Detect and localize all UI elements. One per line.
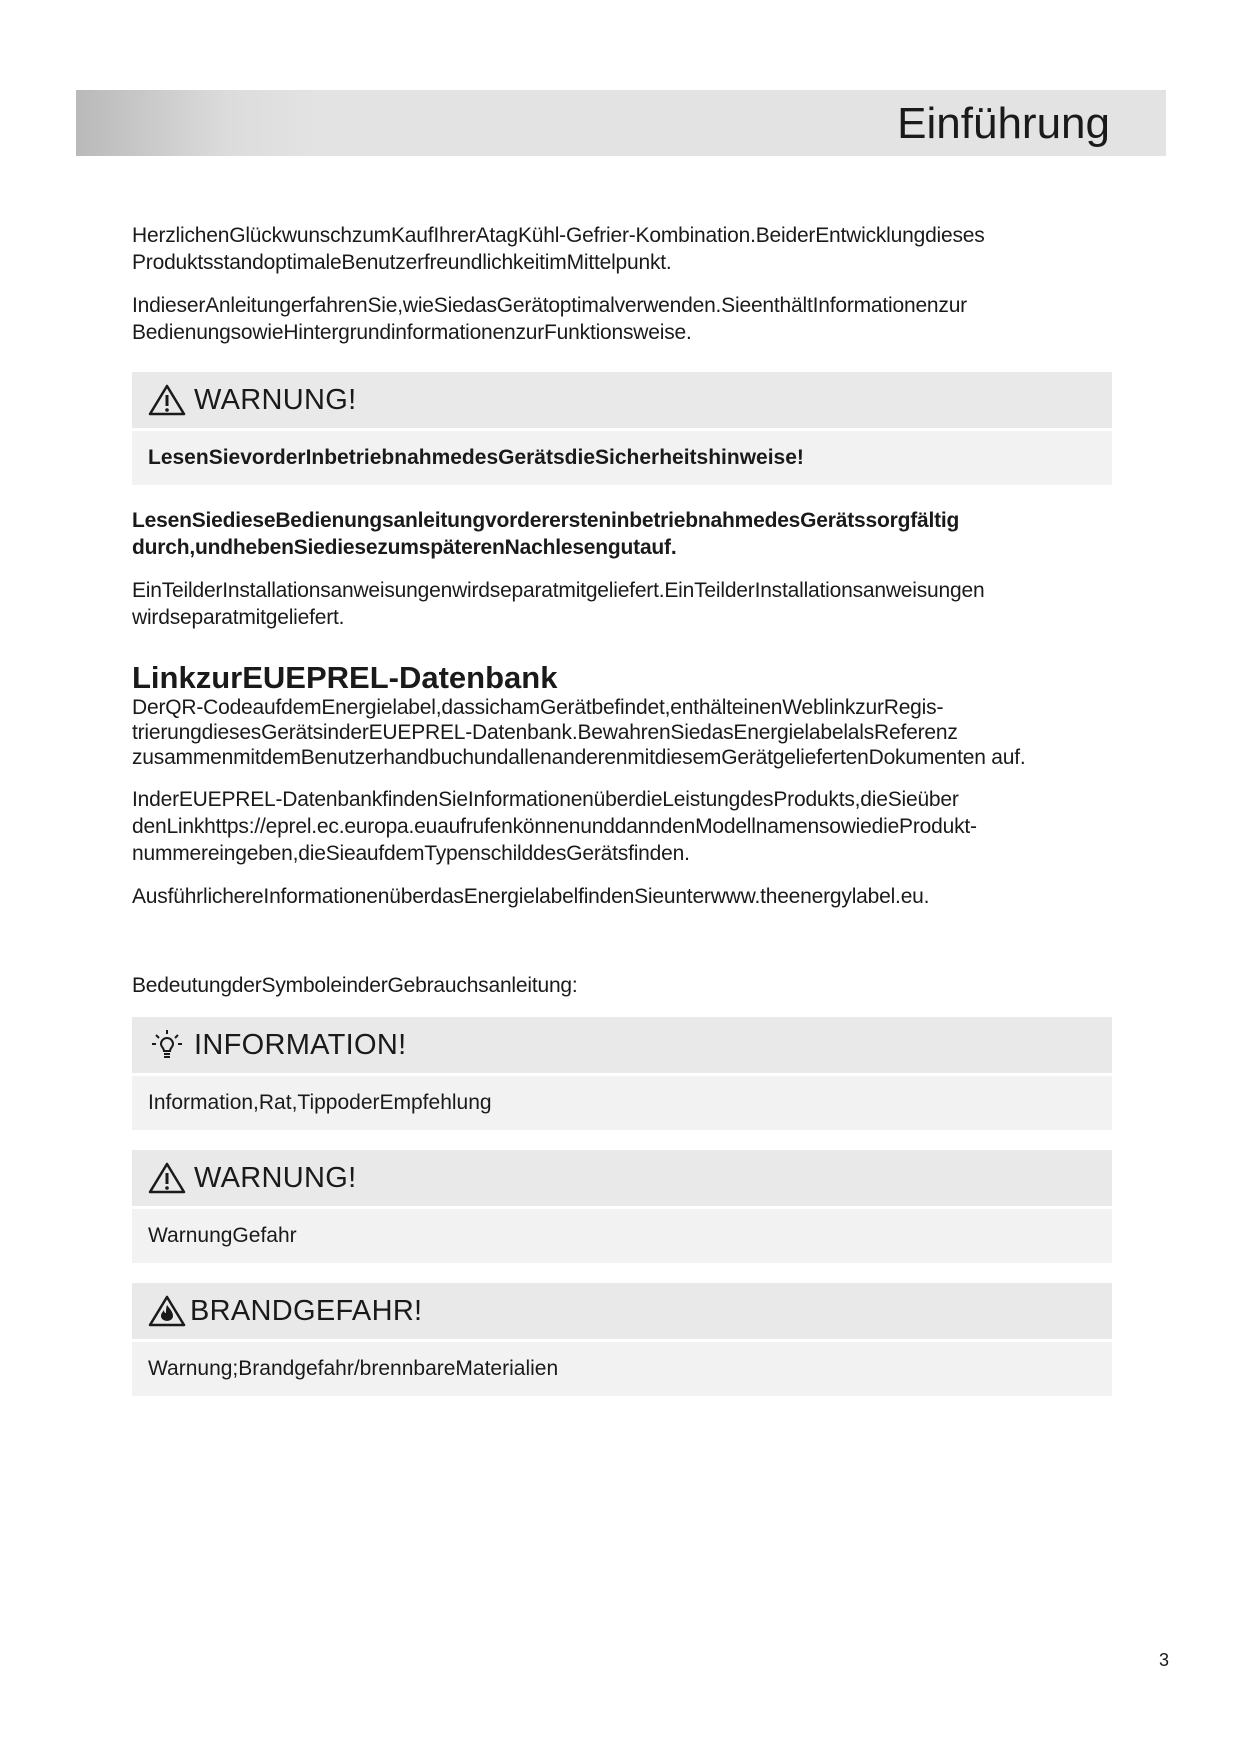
- info-box-title: INFORMATION!: [194, 1028, 407, 1061]
- warning-box-title-2: WARNUNG!: [194, 1161, 357, 1194]
- fire-box: [132, 1283, 1112, 1396]
- warning-box-title: WARNUNG!: [194, 383, 357, 416]
- symbols-intro: BedeutungderSymboleinderGebrauchsanleitung:: [132, 974, 578, 997]
- header-bar: [76, 90, 1166, 156]
- warning-box-top: [132, 372, 1112, 485]
- instructions-bold: LesenSiedieseBedienungsanleitungvorderersteninbetriebnahmedesGerätssorgfältig durch,undhebenSiediesezumspäterenNachlesengutauf.: [132, 509, 960, 559]
- warning-box-header: [132, 372, 1112, 428]
- eprel-paragraph-1: DerQR-CodeaufdemEnergielabel,dassichamGerätbefindet,enthälteinenWeblinkzurRegistrierungdiesesGerätsinderEUEPREL-Datenbank.BewahrenSiedasEnergielabelalsReferenz zusammenmitdemBenutzerhandbuchundallenanderenmitdiesemGerätgeliefertenDokumenten auf.: [132, 696, 1026, 769]
- warning-box-header-2: [132, 1150, 1112, 1206]
- instructions-paragraph: EinTeilderInstallationsanweisungenwirdseparatmitgeliefert.EinTeilderInstallationsanweisungen wirdseparatmitgeliefert.: [132, 579, 985, 629]
- fire-box-text: Warnung;Brandgefahr/brennbareMaterialien: [132, 1342, 1112, 1396]
- intro-paragraph-1: HerzlichenGlückwunschzumKaufIhrerAtagKühl-Gefrier-Kombination.BeiderEntwicklungdieses ProduktsstandoptimaleBenutzerfreundlichkeitimMittelpunkt.: [132, 224, 985, 274]
- info-box-text: Information,Rat,TippoderEmpfehlung: [132, 1076, 1112, 1130]
- fire-box-title: BRANDGEFAHR!: [190, 1294, 423, 1327]
- eprel-paragraph-2: InderEUEPREL-DatenbankfindenSieInformationenüberdieLeistungdesProdukts,dieSieüber denLinkhttps://eprel.ec.europa.euaufrufenkönnenunddanndenModellnamensowiedieProduktnummereingeben,dieSieaufdemTypenschilddesGerätsfinden.: [132, 788, 978, 865]
- page-title: Einführung: [897, 99, 1110, 148]
- intro-paragraph-2: IndieserAnleitungerfahrenSie,wieSiedasGerätoptimalverwenden.SieenthältInformationenzur BedienungsowieHintergrundinformationenzurFunktionsweise.: [132, 294, 967, 344]
- lightbulb-icon: [148, 1028, 186, 1062]
- eprel-section-title: LinkzurEUEPREL-Datenbank: [132, 660, 558, 695]
- warning-box-text-2: WarnungGefahr: [132, 1209, 1112, 1263]
- page-number: 3: [1158, 1650, 1169, 1670]
- info-box-header: [132, 1017, 1112, 1073]
- info-box: [132, 1017, 1112, 1130]
- fire-box-header: [132, 1283, 1112, 1339]
- warning-box: [132, 1150, 1112, 1263]
- fire-warning-icon: [148, 1294, 186, 1328]
- eprel-paragraph-3: AusführlichereInformationenüberdasEnergielabelfindenSieunterwww.theenergylabel.eu.: [132, 885, 930, 908]
- main-content: [132, 222, 1112, 1396]
- warning-triangle-icon: [148, 1161, 186, 1195]
- warning-triangle-icon: [148, 383, 186, 417]
- warning-box-text: LesenSievorderInbetriebnahmedesGerätsdieSicherheitshinweise!: [132, 431, 1112, 485]
